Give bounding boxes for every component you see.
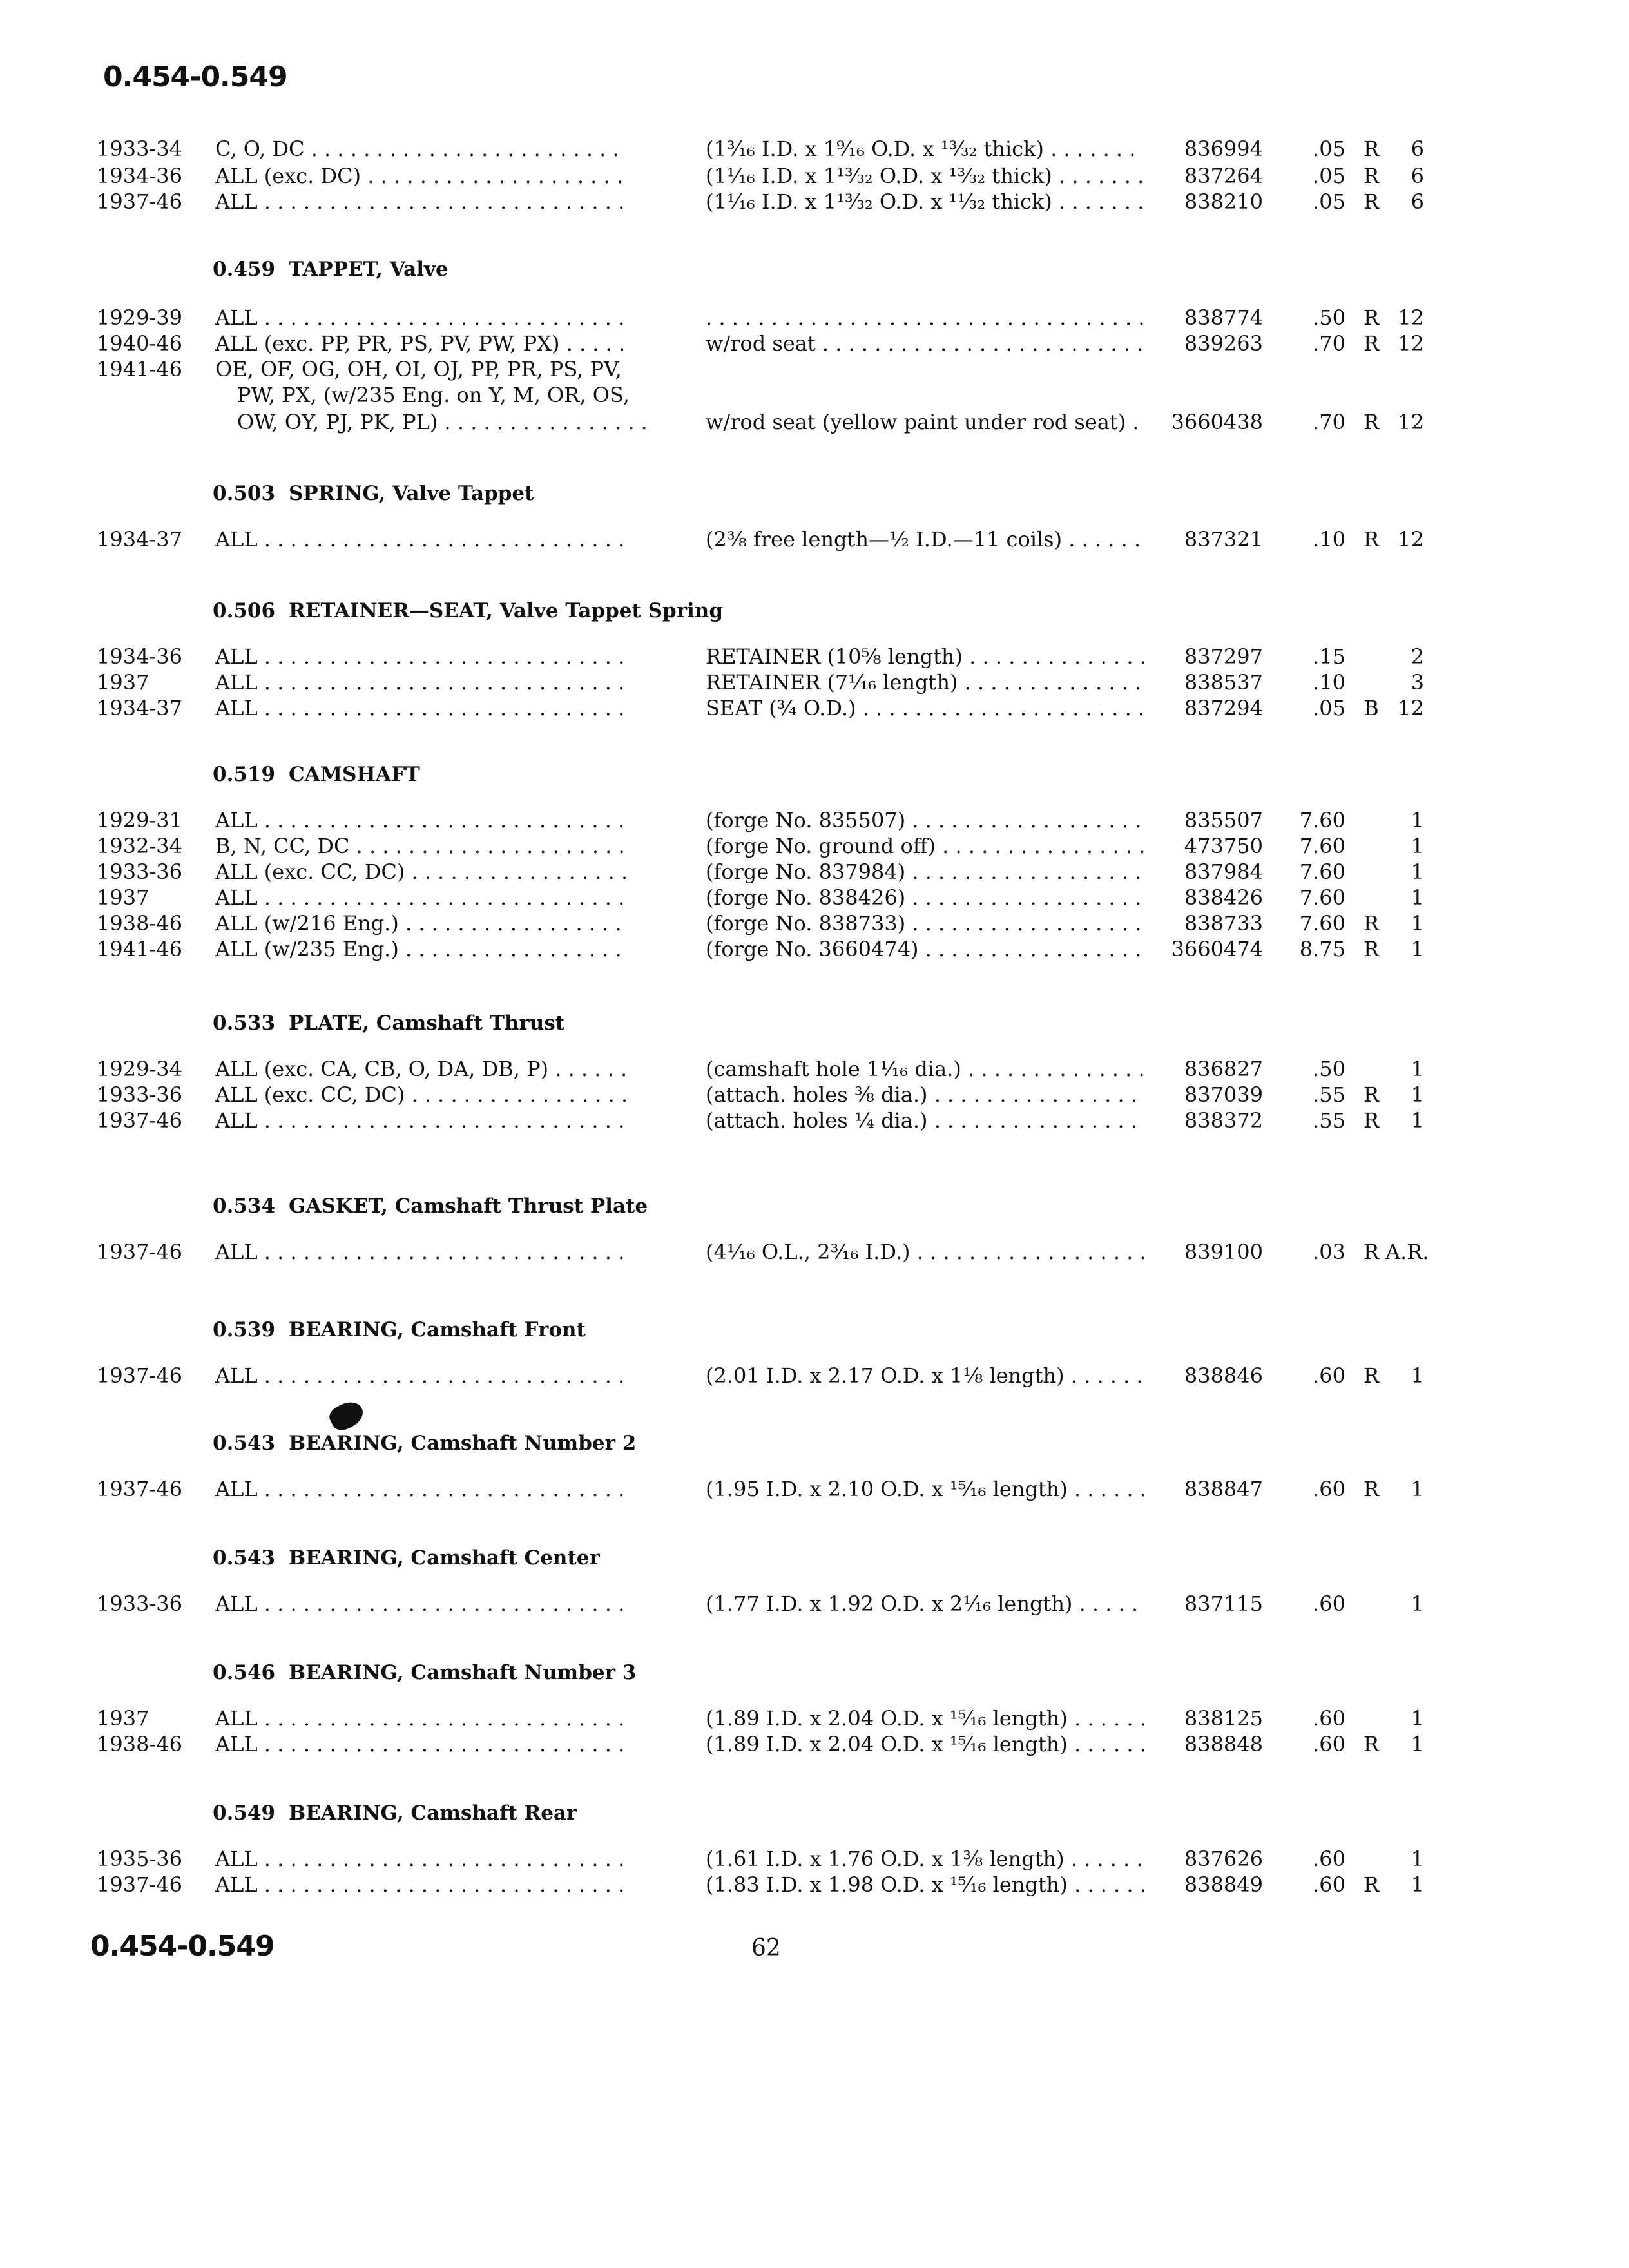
code-flag: R (1363, 1240, 1380, 1264)
part-number: 473750 (1184, 834, 1263, 858)
list-price: .60 (1313, 1477, 1345, 1501)
list-price: 7.60 (1299, 808, 1345, 832)
year-range: 1941-46 (97, 357, 182, 381)
year-range: 1933-34 (97, 137, 182, 161)
part-description: (2³⁄₈ free length—½ I.D.—11 coils) . . . (706, 527, 1144, 552)
year-range: 1937 (97, 885, 149, 910)
list-price: .70 (1313, 331, 1345, 356)
part-description: (forge No. 837984) . . . (706, 860, 1144, 884)
code-flag: R (1363, 937, 1380, 961)
year-range: 1937-46 (97, 1240, 182, 1264)
list-price: .10 (1313, 670, 1345, 695)
catalog-row (0, 331, 1629, 357)
part-description: (forge No. ground off) . . . (706, 834, 1144, 858)
section-heading (0, 763, 1629, 789)
section-title: BEARING, Camshaft Rear (289, 1802, 577, 1825)
section-number: 0.549 (213, 1802, 276, 1825)
list-price: .05 (1313, 189, 1345, 214)
code-flag: R (1363, 911, 1380, 936)
section-heading (0, 1195, 1629, 1220)
part-number: 838125 (1184, 1706, 1263, 1731)
section-heading (0, 1546, 1629, 1572)
catalog-row (0, 137, 1629, 162)
model-list: OE, OF, OG, OH, OI, OJ, PP, PR, PS, PV, (215, 357, 622, 381)
part-description: (1.89 I.D. x 2.04 O.D. x ¹⁵⁄₁₆ length) . . . (706, 1706, 1144, 1731)
model-list: ALL . . . (215, 1591, 628, 1616)
year-range: 1935-36 (97, 1847, 182, 1871)
section-heading (0, 258, 1629, 284)
year-range: 1937-46 (97, 1872, 182, 1897)
catalog-row (0, 1706, 1629, 1732)
catalog-row (0, 1363, 1629, 1389)
model-list: ALL . . . (215, 189, 628, 214)
catalog-row (0, 383, 1629, 408)
part-number: 838774 (1184, 305, 1263, 330)
year-range: 1937-46 (97, 1108, 182, 1133)
code-flag: R (1363, 1082, 1380, 1107)
list-price: .50 (1313, 305, 1345, 330)
model-list: ALL (exc. CC, DC) . . . (215, 860, 628, 884)
ink-blot (326, 1397, 367, 1434)
list-price: 7.60 (1299, 834, 1345, 858)
part-number: 3660438 (1171, 410, 1263, 434)
quantity: 1 (1411, 885, 1424, 910)
page-footer-code: 0.454-0.549 (90, 1930, 275, 1963)
model-list: ALL . . . (215, 644, 628, 669)
part-number: 835507 (1184, 808, 1263, 832)
quantity: 1 (1411, 808, 1424, 832)
part-description: w/rod seat . . . (706, 331, 1144, 356)
section-number: 0.503 (213, 482, 276, 505)
code-flag: R (1363, 1108, 1380, 1133)
code-flag: R (1363, 527, 1380, 552)
section-heading (0, 1802, 1629, 1827)
quantity: 12 (1398, 305, 1424, 330)
section-heading (0, 1432, 1629, 1457)
section-heading (0, 1012, 1629, 1037)
quantity: A.R. (1385, 1240, 1429, 1264)
section-number: 0.534 (213, 1195, 276, 1218)
quantity: 1 (1411, 911, 1424, 936)
part-number: 838733 (1184, 911, 1263, 936)
section-heading (0, 482, 1629, 508)
part-description: (1.83 I.D. x 1.98 O.D. x ¹⁵⁄₁₆ length) . . . (706, 1872, 1144, 1897)
section-number: 0.546 (213, 1661, 276, 1684)
part-description: (attach. holes ⅜ dia.) . . . (706, 1082, 1144, 1107)
model-list: C, O, DC . . . (215, 137, 628, 161)
catalog-row (0, 164, 1629, 189)
year-range: 1938-46 (97, 911, 182, 936)
quantity: 1 (1411, 1082, 1424, 1107)
model-list: ALL . . . (215, 670, 628, 695)
year-range: 1937 (97, 670, 149, 695)
list-price: .70 (1313, 410, 1345, 434)
catalog-row (0, 1847, 1629, 1872)
quantity: 6 (1411, 137, 1424, 161)
page-number: 62 (751, 1935, 781, 1961)
part-number: 3660474 (1171, 937, 1263, 961)
catalog-row (0, 305, 1629, 331)
code-flag: R (1363, 305, 1380, 330)
section-heading (0, 1661, 1629, 1687)
model-list: ALL (exc. CA, CB, O, DA, DB, P) . . . (215, 1057, 628, 1081)
part-description: (forge No. 3660474) . . . (706, 937, 1144, 961)
year-range: 1940-46 (97, 331, 182, 356)
year-range: 1933-36 (97, 860, 182, 884)
quantity: 1 (1411, 1872, 1424, 1897)
section-number: 0.533 (213, 1012, 276, 1035)
part-number: 837115 (1184, 1591, 1263, 1616)
section-number: 0.543 (213, 1546, 276, 1570)
part-description: (2.01 I.D. x 2.17 O.D. x 1⅛ length) . . . (706, 1363, 1144, 1388)
section-title: BEARING, Camshaft Number 3 (289, 1661, 637, 1684)
part-number: 838849 (1184, 1872, 1263, 1897)
section-title: GASKET, Camshaft Thrust Plate (289, 1195, 648, 1218)
list-price: .15 (1313, 644, 1345, 669)
list-price: .03 (1313, 1240, 1345, 1264)
part-number: 837984 (1184, 860, 1263, 884)
catalog-row (0, 357, 1629, 383)
list-price: .05 (1313, 164, 1345, 188)
part-number: 838847 (1184, 1477, 1263, 1501)
section-number: 0.506 (213, 599, 276, 622)
year-range: 1941-46 (97, 937, 182, 961)
section-title: CAMSHAFT (289, 763, 420, 786)
quantity: 1 (1411, 1057, 1424, 1081)
year-range: 1937 (97, 1706, 149, 1731)
catalog-row (0, 1591, 1629, 1617)
catalog-row (0, 644, 1629, 670)
part-number: 838372 (1184, 1108, 1263, 1133)
list-price: .50 (1313, 1057, 1345, 1081)
quantity: 1 (1411, 937, 1424, 961)
model-list: ALL . . . (215, 1108, 628, 1133)
catalog-row (0, 1057, 1629, 1082)
part-description: (attach. holes ¼ dia.) . . . (706, 1108, 1144, 1133)
part-number: 838846 (1184, 1363, 1263, 1388)
list-price: .05 (1313, 696, 1345, 720)
catalog-row (0, 1477, 1629, 1503)
quantity: 2 (1411, 644, 1424, 669)
catalog-row (0, 937, 1629, 963)
part-number: 837039 (1184, 1082, 1263, 1107)
quantity: 1 (1411, 1477, 1424, 1501)
list-price: .10 (1313, 527, 1345, 552)
catalog-row (0, 885, 1629, 911)
catalog-row (0, 1872, 1629, 1898)
code-flag: R (1363, 331, 1380, 356)
section-title: RETAINER—SEAT, Valve Tappet Spring (289, 599, 724, 622)
part-description: (1.77 I.D. x 1.92 O.D. x 2¹⁄₁₆ length) . . . (706, 1591, 1144, 1616)
section-title: TAPPET, Valve (289, 258, 448, 281)
year-range: 1937-46 (97, 189, 182, 214)
catalog-row (0, 1732, 1629, 1758)
list-price: 7.60 (1299, 860, 1345, 884)
part-description: (1¹⁄₁₆ I.D. x 1¹³⁄₃₂ O.D. x ¹³⁄₃₂ thick) . . . (706, 164, 1144, 188)
catalog-row (0, 527, 1629, 553)
model-list: ALL (w/216 Eng.) . . . (215, 911, 628, 936)
list-price: .60 (1313, 1591, 1345, 1616)
year-range: 1929-34 (97, 1057, 182, 1081)
quantity: 1 (1411, 1363, 1424, 1388)
list-price: .60 (1313, 1706, 1345, 1731)
model-list: ALL . . . (215, 305, 628, 330)
model-list: ALL (exc. CC, DC) . . . (215, 1082, 628, 1107)
year-range: 1937-46 (97, 1363, 182, 1388)
quantity: 1 (1411, 834, 1424, 858)
part-number: 838848 (1184, 1732, 1263, 1756)
section-heading (0, 1318, 1629, 1344)
quantity: 1 (1411, 1591, 1424, 1616)
part-number: 839100 (1184, 1240, 1263, 1264)
model-list: ALL . . . (215, 1477, 628, 1501)
part-description: RETAINER (10⁵⁄₈ length) . . . (706, 644, 1144, 669)
part-description: (4¹⁄₁₆ O.L., 2³⁄₁₆ I.D.) . . . (706, 1240, 1144, 1264)
part-description: w/rod seat (yellow paint under rod seat) . . . (706, 410, 1144, 434)
quantity: 12 (1398, 527, 1424, 552)
part-number: 837297 (1184, 644, 1263, 669)
list-price: .55 (1313, 1108, 1345, 1133)
code-flag: R (1363, 164, 1380, 188)
catalog-row (0, 410, 1629, 436)
section-title: BEARING, Camshaft Front (289, 1318, 586, 1341)
catalog-row (0, 696, 1629, 722)
catalog-row (0, 860, 1629, 885)
year-range: 1932-34 (97, 834, 182, 858)
model-list: PW, PX, (w/235 Eng. on Y, M, OR, OS, (237, 383, 630, 407)
catalog-row (0, 189, 1629, 215)
code-flag: R (1363, 1872, 1380, 1897)
catalog-row (0, 670, 1629, 696)
section-title: BEARING, Camshaft Center (289, 1546, 600, 1570)
part-number: 837626 (1184, 1847, 1263, 1871)
catalog-row (0, 1082, 1629, 1108)
section-title: SPRING, Valve Tappet (289, 482, 534, 505)
quantity: 12 (1398, 696, 1424, 720)
section-title: PLATE, Camshaft Thrust (289, 1012, 565, 1035)
quantity: 1 (1411, 1706, 1424, 1731)
model-list: ALL . . . (215, 1363, 628, 1388)
page-header-code: 0.454-0.549 (103, 61, 287, 93)
quantity: 12 (1398, 410, 1424, 434)
section-number: 0.459 (213, 258, 276, 281)
list-price: 7.60 (1299, 885, 1345, 910)
quantity: 3 (1411, 670, 1424, 695)
part-number: 837321 (1184, 527, 1263, 552)
model-list: ALL . . . (215, 1847, 628, 1871)
part-description: (1¹⁄₁₆ I.D. x 1¹³⁄₃₂ O.D. x ¹¹⁄₃₂ thick) . . . (706, 189, 1144, 214)
model-list: ALL (exc. DC) . . . (215, 164, 628, 188)
quantity: 1 (1411, 1732, 1424, 1756)
list-price: .60 (1313, 1732, 1345, 1756)
catalog-row (0, 1240, 1629, 1265)
part-description (706, 305, 1144, 330)
model-list: ALL . . . (215, 1872, 628, 1897)
code-flag: R (1363, 1477, 1380, 1501)
model-list: ALL . . . (215, 1732, 628, 1756)
model-list: B, N, CC, DC . . . (215, 834, 628, 858)
part-description: (1.89 I.D. x 2.04 O.D. x ¹⁵⁄₁₆ length) . . . (706, 1732, 1144, 1756)
quantity: 12 (1398, 331, 1424, 356)
list-price: .60 (1313, 1847, 1345, 1871)
part-number: 836827 (1184, 1057, 1263, 1081)
quantity: 1 (1411, 860, 1424, 884)
list-price: 7.60 (1299, 911, 1345, 936)
model-list: ALL . . . (215, 1706, 628, 1731)
model-list: ALL (w/235 Eng.) . . . (215, 937, 628, 961)
section-title: BEARING, Camshaft Number 2 (289, 1432, 637, 1455)
year-range: 1929-31 (97, 808, 182, 832)
model-list: ALL . . . (215, 1240, 628, 1264)
model-list: ALL (exc. PP, PR, PS, PV, PW, PX) . . . (215, 331, 628, 356)
code-flag: R (1363, 137, 1380, 161)
quantity: 1 (1411, 1847, 1424, 1871)
list-price: .60 (1313, 1363, 1345, 1388)
part-number: 836994 (1184, 137, 1263, 161)
model-list: ALL . . . (215, 808, 628, 832)
part-description: (1.95 I.D. x 2.10 O.D. x ¹⁵⁄₁₆ length) . . . (706, 1477, 1144, 1501)
year-range: 1933-36 (97, 1591, 182, 1616)
part-description: (forge No. 838733) . . . (706, 911, 1144, 936)
list-price: .05 (1313, 137, 1345, 161)
code-flag: R (1363, 189, 1380, 214)
list-price: .55 (1313, 1082, 1345, 1107)
quantity: 6 (1411, 189, 1424, 214)
part-description: RETAINER (7¹⁄₁₆ length) . . . (706, 670, 1144, 695)
part-number: 838426 (1184, 885, 1263, 910)
model-list: OW, OY, PJ, PK, PL) . . . (237, 410, 650, 434)
model-list: ALL . . . (215, 696, 628, 720)
list-price: 8.75 (1299, 937, 1345, 961)
part-number: 837264 (1184, 164, 1263, 188)
year-range: 1933-36 (97, 1082, 182, 1107)
year-range: 1929-39 (97, 305, 182, 330)
catalog-row (0, 1108, 1629, 1134)
code-flag: R (1363, 410, 1380, 434)
code-flag: R (1363, 1732, 1380, 1756)
year-range: 1934-37 (97, 527, 182, 552)
part-description: (1.61 I.D. x 1.76 O.D. x 1⅜ length) . . . (706, 1847, 1144, 1871)
part-number: 838210 (1184, 189, 1263, 214)
catalog-row (0, 808, 1629, 834)
part-number: 837294 (1184, 696, 1263, 720)
quantity: 1 (1411, 1108, 1424, 1133)
part-description: (camshaft hole 1¹⁄₁₆ dia.) . . . (706, 1057, 1144, 1081)
section-heading (0, 599, 1629, 625)
section-number: 0.519 (213, 763, 276, 786)
quantity: 6 (1411, 164, 1424, 188)
model-list: ALL . . . (215, 885, 628, 910)
year-range: 1937-46 (97, 1477, 182, 1501)
code-flag: R (1363, 1363, 1380, 1388)
year-range: 1934-36 (97, 164, 182, 188)
part-description: (forge No. 835507) . . . (706, 808, 1144, 832)
catalog-row (0, 911, 1629, 937)
part-number: 839263 (1184, 331, 1263, 356)
catalog-row (0, 834, 1629, 860)
list-price: .60 (1313, 1872, 1345, 1897)
section-number: 0.543 (213, 1432, 276, 1455)
year-range: 1934-37 (97, 696, 182, 720)
part-number: 838537 (1184, 670, 1263, 695)
part-description: (forge No. 838426) . . . (706, 885, 1144, 910)
part-description: (1³⁄₁₆ I.D. x 1⁹⁄₁₆ O.D. x ¹³⁄₃₂ thick) . . . (706, 137, 1144, 161)
part-description: SEAT (¾ O.D.) . . . (706, 696, 1144, 720)
year-range: 1938-46 (97, 1732, 182, 1756)
section-number: 0.539 (213, 1318, 276, 1341)
model-list: ALL . . . (215, 527, 628, 552)
code-flag: B (1364, 696, 1379, 720)
year-range: 1934-36 (97, 644, 182, 669)
